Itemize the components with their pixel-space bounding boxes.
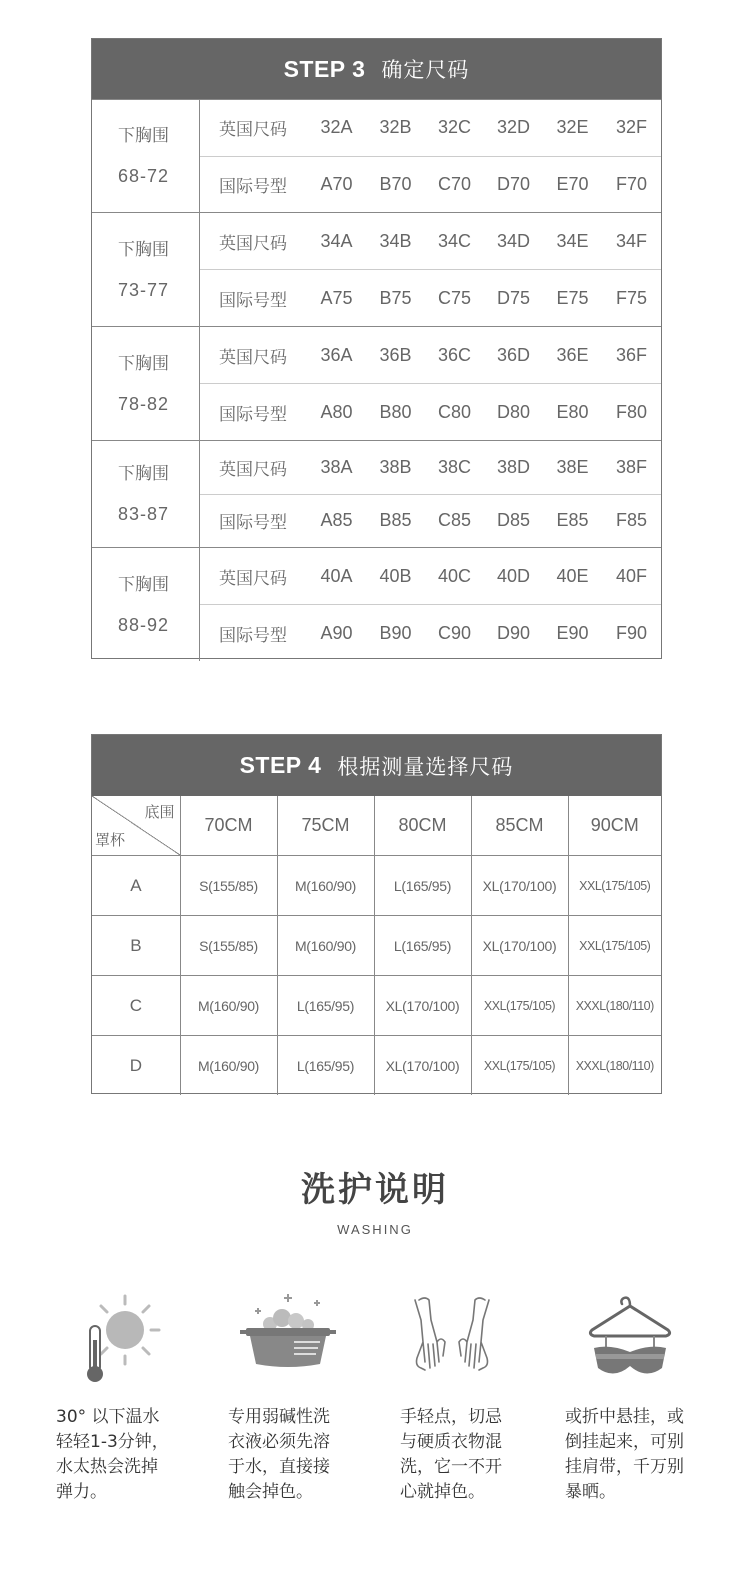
washing-tip-line: 轻轻1-3分钟，: [56, 1432, 169, 1452]
size-cell: XXL(175/105): [471, 1036, 568, 1096]
uk-size-cell: 40D: [496, 565, 531, 586]
uk-size-cell: 38F: [615, 456, 648, 477]
size-cell: L(165/95): [277, 976, 374, 1036]
washing-tip-line: 与硬质衣物混: [400, 1432, 502, 1452]
size-cell: XXL(175/105): [568, 916, 661, 976]
uk-size-label: 英国尺码: [219, 233, 287, 254]
underbust-range: 88-92: [118, 614, 170, 635]
washing-tip-1: [56, 1405, 206, 1505]
uk-size-label: 英国尺码: [219, 459, 287, 480]
step4-header: [92, 735, 661, 796]
intl-size-cell: F70: [615, 173, 648, 194]
washing-tip-4: [565, 1405, 715, 1505]
uk-size-cell: 36D: [496, 344, 531, 365]
column-header: 85CM: [471, 796, 568, 856]
thermometer-sun-icon: [72, 1290, 192, 1390]
group-label: [92, 100, 200, 212]
intl-size-cell: C70: [437, 173, 472, 194]
table-header-row: [92, 796, 661, 856]
size-cell: XXXL(180/110): [568, 976, 661, 1036]
uk-size-cell: 32A: [320, 117, 353, 138]
intl-size-cell: D75: [496, 287, 531, 308]
intl-size-cell: E75: [556, 287, 589, 308]
washing-tip-line: 挂肩带，千万别: [565, 1457, 684, 1477]
size-cell: M(160/90): [277, 856, 374, 916]
intl-size-cell: B80: [379, 401, 412, 422]
intl-size-cell: F75: [615, 287, 648, 308]
underbust-label: 下胸围: [118, 126, 169, 146]
cup-cell: A: [92, 856, 180, 916]
intl-size-cell: C80: [437, 401, 472, 422]
size-group: [92, 212, 661, 326]
column-header: 75CM: [277, 796, 374, 856]
uk-size-cell: 32D: [496, 117, 531, 138]
table-row: [92, 976, 661, 1036]
washing-subtitle: WASHING: [337, 1222, 413, 1237]
intl-size-label: 国际号型: [219, 513, 287, 534]
washing-tip-line: 水太热会洗掉: [56, 1457, 158, 1477]
intl-size-label: 国际号型: [219, 176, 287, 197]
intl-size-cell: F80: [615, 401, 648, 422]
intl-size-row: [200, 494, 661, 548]
uk-size-cell: 34E: [556, 230, 589, 251]
size-cell: XL(170/100): [471, 916, 568, 976]
washing-tip-line: 30° 以下温水: [56, 1407, 160, 1427]
intl-size-cell: A80: [320, 401, 353, 422]
uk-size-cell: 32B: [379, 117, 412, 138]
size-group: [92, 326, 661, 440]
size-cell: L(165/95): [374, 916, 471, 976]
intl-size-cell: A85: [320, 510, 353, 531]
washing-tip-line: 弹力。: [56, 1482, 107, 1502]
cup-cell: B: [92, 916, 180, 976]
intl-size-cell: A90: [320, 622, 353, 643]
size-group: [92, 547, 661, 661]
size-group: [92, 440, 661, 547]
uk-size-cell: 36C: [437, 344, 472, 365]
intl-size-row: [200, 604, 661, 661]
uk-size-cell: 40A: [320, 565, 353, 586]
intl-size-row: [200, 156, 661, 213]
underbust-label: 下胸围: [118, 353, 169, 374]
intl-size-cell: E80: [556, 401, 589, 422]
hanger-icon: [570, 1290, 690, 1390]
step3-size-table: [91, 38, 662, 659]
washing-tip-line: 洗，它一不开: [400, 1457, 502, 1477]
group-label: [92, 441, 200, 547]
size-cell: M(160/90): [180, 1036, 277, 1096]
uk-size-cell: 36E: [556, 344, 589, 365]
intl-size-cell: A75: [320, 287, 353, 308]
group-label: [92, 327, 200, 440]
uk-size-row: [200, 548, 661, 604]
uk-size-cell: 32E: [556, 117, 589, 138]
underbust-label: 下胸围: [118, 239, 169, 260]
washing-tip-line: 专用弱碱性洗: [228, 1407, 330, 1427]
washing-tip-line: 心就掉色。: [400, 1482, 485, 1502]
uk-size-label: 英国尺码: [219, 347, 287, 368]
uk-size-cell: 40C: [437, 565, 472, 586]
intl-size-cell: C85: [437, 510, 472, 531]
washing-tip-line: 触会掉色。: [228, 1482, 313, 1502]
washing-tip-line: 或折中悬挂，或: [565, 1407, 684, 1427]
intl-size-cell: E85: [556, 510, 589, 531]
intl-size-cell: F85: [615, 510, 648, 531]
uk-size-cell: 32F: [615, 117, 648, 138]
size-cell: XL(170/100): [374, 976, 471, 1036]
intl-size-cell: D80: [496, 401, 531, 422]
intl-size-row: [200, 383, 661, 440]
wash-basin-icon: [228, 1290, 348, 1390]
intl-size-row: [200, 269, 661, 326]
washing-tip-line: 衣液必须先溶: [228, 1432, 330, 1452]
step4-title: 根据测量选择尺码: [337, 754, 514, 779]
washing-tip-line: 于水，直接接: [228, 1457, 330, 1477]
uk-size-cell: 38A: [320, 456, 353, 477]
column-header: 80CM: [374, 796, 471, 856]
underbust-range: 73-77: [118, 279, 170, 300]
size-cell: S(155/85): [180, 856, 277, 916]
step3-number: STEP 3: [283, 55, 366, 82]
underbust-label: 下胸围: [118, 464, 169, 484]
washing-tip-3: [400, 1405, 550, 1505]
column-header: 90CM: [568, 796, 661, 856]
washing-tip-line: 倒挂起来，可别: [565, 1432, 684, 1452]
intl-size-cell: C90: [437, 622, 472, 643]
uk-size-row: [200, 327, 661, 383]
washing-tip-line: 手轻点，切忌: [400, 1407, 502, 1427]
intl-size-cell: E90: [556, 622, 589, 643]
underbust-range: 78-82: [118, 393, 170, 414]
size-cell: M(160/90): [277, 916, 374, 976]
underbust-range: 83-87: [118, 504, 170, 524]
underbust-header: 底围: [144, 804, 175, 821]
uk-size-cell: 36B: [379, 344, 412, 365]
size-cell: XL(170/100): [374, 1036, 471, 1096]
size-cell: XXXL(180/110): [568, 1036, 661, 1096]
intl-size-label: 国际号型: [219, 290, 287, 311]
uk-size-cell: 40B: [379, 565, 412, 586]
intl-size-cell: D85: [496, 510, 531, 531]
underbust-range: 68-72: [118, 166, 170, 186]
intl-size-label: 国际号型: [219, 404, 287, 425]
uk-size-cell: 36F: [615, 344, 648, 365]
group-label: [92, 548, 200, 661]
uk-size-cell: 40F: [615, 565, 648, 586]
cup-header: 罩杯: [95, 832, 126, 849]
uk-size-cell: 32C: [437, 117, 472, 138]
uk-size-row: [200, 213, 661, 269]
underbust-label: 下胸围: [118, 574, 169, 595]
uk-size-label: 英国尺码: [219, 120, 287, 141]
uk-size-cell: 38C: [437, 456, 472, 477]
uk-size-row: [200, 441, 661, 494]
uk-size-cell: 34D: [496, 230, 531, 251]
uk-size-label: 英国尺码: [219, 568, 287, 589]
intl-size-cell: B75: [379, 287, 412, 308]
uk-size-cell: 38E: [556, 456, 589, 477]
uk-size-cell: 40E: [556, 565, 589, 586]
size-cell: XXL(175/105): [568, 856, 661, 916]
uk-size-cell: 36A: [320, 344, 353, 365]
washing-tip-line: 暴晒。: [565, 1482, 616, 1502]
washing-title: 洗护说明: [301, 1170, 449, 1210]
table-row: [92, 1036, 661, 1096]
size-group: [92, 99, 661, 212]
intl-size-cell: D90: [496, 622, 531, 643]
intl-size-cell: B90: [379, 622, 412, 643]
size-cell: S(155/85): [180, 916, 277, 976]
size-cell: L(165/95): [374, 856, 471, 916]
corner-header-cell: [92, 796, 180, 856]
size-cell: XL(170/100): [471, 856, 568, 916]
table-row: [92, 916, 661, 976]
hands-icon: [395, 1290, 515, 1390]
uk-size-cell: 34A: [320, 230, 353, 251]
intl-size-cell: A70: [320, 173, 353, 194]
step3-title: 确定尺码: [381, 58, 470, 82]
intl-size-label: 国际号型: [219, 625, 287, 646]
intl-size-cell: B85: [379, 510, 412, 531]
uk-size-cell: 34C: [437, 230, 472, 251]
step4-number: STEP 4: [239, 752, 322, 778]
uk-size-cell: 34B: [379, 230, 412, 251]
washing-tip-2: [228, 1405, 378, 1505]
cup-cell: C: [92, 976, 180, 1036]
size-cell: M(160/90): [180, 976, 277, 1036]
uk-size-cell: 38D: [496, 456, 531, 477]
size-cell: XXL(175/105): [471, 976, 568, 1036]
intl-size-cell: D70: [496, 173, 531, 194]
intl-size-cell: C75: [437, 287, 472, 308]
uk-size-cell: 38B: [379, 456, 412, 477]
group-label: [92, 213, 200, 326]
uk-size-row: [200, 100, 661, 156]
size-cell: L(165/95): [277, 1036, 374, 1096]
intl-size-cell: B70: [379, 173, 412, 194]
column-header: 70CM: [180, 796, 277, 856]
size-selection-table: [92, 796, 661, 1095]
step4-size-table: [91, 734, 662, 1094]
table-row: [92, 856, 661, 916]
step3-header: [92, 39, 661, 99]
cup-cell: D: [92, 1036, 180, 1096]
intl-size-cell: E70: [556, 173, 589, 194]
intl-size-cell: F90: [615, 622, 648, 643]
uk-size-cell: 34F: [615, 230, 648, 251]
